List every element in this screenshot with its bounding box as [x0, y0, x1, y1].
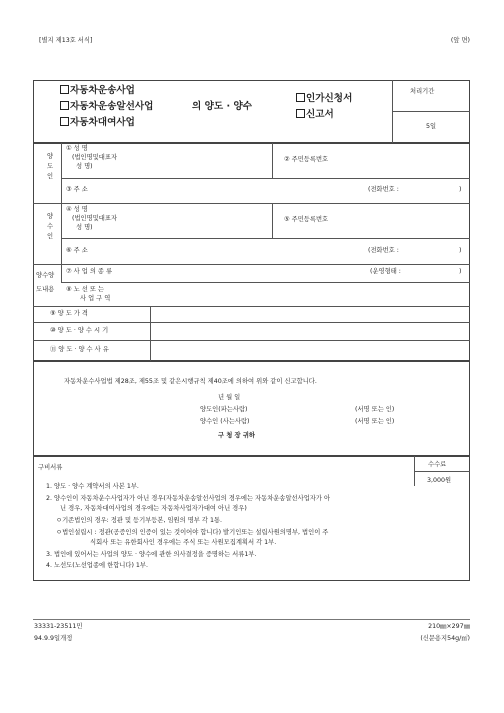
route-label-1: ⑧ 노 선 또 는: [66, 286, 104, 293]
transferee-sign-note: (서명 또는 인): [355, 418, 395, 425]
document-item-2-cont: 닌 경우, 자동차대여사업의 경우에는 자동차사업자가대여 아닌 경우): [60, 505, 247, 512]
form-code: 33331-23511민: [34, 623, 83, 630]
transferee-phone-label: (전화번호 :: [368, 247, 399, 254]
paper-size: 210㎜×297㎜: [428, 623, 470, 630]
transferee-group-label: 양 수 인: [46, 213, 54, 240]
checkbox-report[interactable]: [296, 109, 305, 118]
transferor-name-label: ① 성 명: [66, 145, 88, 152]
title-option-1: 인가신청서: [296, 93, 352, 105]
declaration-box: [33, 361, 470, 456]
transferee-address-label: ⑥ 주 소: [66, 247, 88, 254]
transferor-address-label: ③ 주 소: [66, 186, 88, 193]
checkbox-transport[interactable]: [60, 85, 69, 94]
transferor-signature-label: 양도인(파는사람): [200, 406, 248, 413]
reason-label: ⑪ 양 도 · 양 수 사 유: [50, 346, 109, 353]
transferee-name-sub2: 성 명): [76, 224, 93, 231]
document-item-2-existing: ㅇ기존법인의 경우: 정관 및 등기부등본, 임원의 명부 각 1통.: [56, 517, 223, 524]
transferee-phone-close: ): [459, 247, 462, 254]
title-line-2: 자동차운송알선사업: [60, 101, 153, 113]
documents-title: 구비서류: [38, 464, 63, 471]
document-item-1: 1. 양도 · 양수 계약서의 사본 1부.: [46, 483, 139, 490]
addressee: 구 청 장 귀하: [218, 432, 255, 439]
fee-label: 수수료: [428, 461, 447, 468]
operation-form-label: (운영형태 :: [370, 268, 401, 275]
transferor-name-sub2: 성 명): [76, 163, 93, 170]
form-number: [별지 제13호 서식]: [39, 37, 93, 44]
processing-period-label: 처리기간: [410, 88, 435, 95]
processing-period-value: 5일: [426, 123, 437, 130]
route-label-2: 사 업 구 역: [80, 295, 111, 302]
transferee-rrn-label: ⑤ 주민등록번호: [284, 216, 329, 223]
title-option-2: 신고서: [296, 109, 334, 121]
declaration-text: 자동차운수사업법 제28조, 제55조 및 같은시행규칙 제40조에 의하여 위와 같이 신고합니다.: [64, 378, 317, 385]
transferor-sign-note: (서명 또는 인): [355, 406, 395, 413]
page-side: (앞 면): [450, 37, 470, 44]
title-line-1: 자동차운송사업: [60, 85, 135, 97]
operation-form-close: ): [459, 268, 462, 275]
transferor-phone-close: ): [459, 186, 462, 193]
content-group-label-2: 도내용: [36, 286, 55, 293]
declaration-date: 년 월 일: [218, 394, 241, 401]
revision-date: 94.9.9일개정: [34, 635, 73, 642]
transferor-rrn-label: ② 주민등록번호: [284, 156, 329, 163]
business-type-label: ⑦ 사 업 의 종 류: [66, 268, 113, 275]
document-item-3: 3. 법인에 있어서는 사업의 양도 · 양수에 관한 의사결정을 증명하는 서류1부.: [46, 551, 257, 558]
transferor-name-sub1: (법인명및대표자: [72, 154, 118, 161]
title-middle: 의 양도 · 양수: [192, 101, 253, 112]
checkbox-rental[interactable]: [60, 117, 69, 126]
document-item-4: 4. 노선도(노선업종에 한합니다) 1부.: [46, 562, 149, 569]
transferor-phone-label: (전화번호 :: [368, 186, 399, 193]
document-item-2: 2. 양수인이 자동차운수사업자가 아닌 경우(자동차운송알선사업의 경우에는 자동차운송알선사업자가 아: [46, 495, 331, 502]
date-label: ⑩ 양 도 · 양 수 시 기: [50, 327, 109, 334]
transferor-group-label: 양 도 인: [46, 153, 54, 180]
transferee-name-label: ④ 성 명: [66, 206, 88, 213]
content-group-label-1: 양수양: [36, 272, 55, 279]
checkbox-approval[interactable]: [296, 93, 305, 102]
transferee-name-sub1: (법인명및대표자: [72, 215, 118, 222]
price-label: ⑨ 양 도 가 격: [50, 310, 88, 317]
title-line-3: 자동차대여사업: [60, 117, 135, 129]
document-item-2-new-cont: 식회사 또는 유한회사인 경우에는 주식 또는 사원모집계획서 각 1부.: [90, 539, 277, 546]
transferee-signature-label: 양수인 (사는사람): [200, 418, 250, 425]
checkbox-brokerage[interactable]: [60, 101, 69, 110]
fee-value: 3,000원: [427, 477, 452, 484]
paper-type: (신문용지54g/㎡): [420, 635, 470, 642]
document-item-2-new: ㅇ법인설립시 : 정관(공증인의 인증이 있는 것이어야 합니다) 발기인또는 설립사원의명부, 법인이 주: [56, 529, 329, 536]
